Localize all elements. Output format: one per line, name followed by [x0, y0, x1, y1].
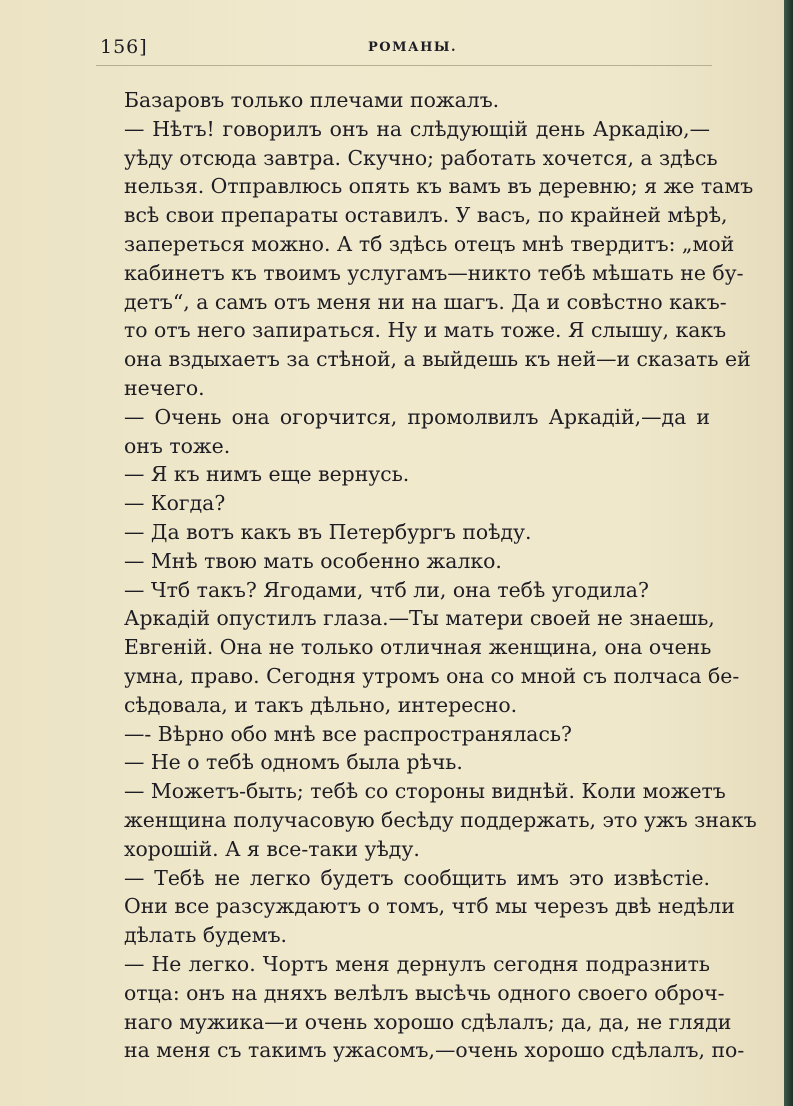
- text-line: Они все разсуждаютъ о томъ, чтб мы черезъ двѣ недѣли: [124, 894, 735, 919]
- text-line: Евгеній. Она не только отличная женщина, она очень: [124, 635, 712, 660]
- text-line: — Очень она огорчится, промолвилъ Аркадій,—да и: [124, 404, 710, 429]
- text-line: — Тебѣ не легко будетъ сообщить имъ это извѣстіе.: [124, 865, 710, 890]
- text-line: отца: онъ на дняхъ велѣлъ высѣчь одного своего оброч-: [124, 980, 725, 1005]
- header-rule: [96, 65, 712, 66]
- running-title: РОМАНЫ.: [368, 40, 458, 55]
- text-line: запереться можно. А тб здѣсь отецъ мнѣ твердитъ: „мой: [124, 231, 735, 256]
- text-line: — Чтб такъ? Ягодами, чтб ли, она тебѣ угодила?: [124, 577, 649, 602]
- text-line: то отъ него запираться. Ну и мать тоже. Я слышу, какъ: [124, 318, 727, 343]
- text-line: всѣ свои препараты оставилъ. У васъ, по крайней мѣрѣ,: [124, 203, 728, 228]
- text-line: — Мнѣ твою мать особенно жалко.: [124, 548, 502, 573]
- body-text: [124, 86, 757, 1065]
- text-line: хорошій. А я все-таки уѣду.: [124, 836, 420, 861]
- text-line: Аркадій опустилъ глаза.—Ты матери своей не знаешь,: [124, 606, 715, 631]
- text-line: Базаровъ только плечами пожалъ.: [124, 88, 500, 112]
- text-line: наго мужика—и очень хорошо сдѣлалъ; да, да, не гляди: [124, 1009, 732, 1034]
- text-line: — Не о тебѣ одномъ была рѣчь.: [124, 750, 463, 775]
- text-line: дѣлать будемъ.: [124, 923, 288, 948]
- page-header: [100, 36, 710, 62]
- text-line: она вздыхаетъ за стѣной, а выйдешь къ ней—и сказать ей: [124, 347, 751, 372]
- text-line: — Да вотъ какъ въ Петербургъ поѣду.: [124, 519, 532, 544]
- text-line: уѣду отсюда завтра. Скучно; работать хочется, а здѣсь: [124, 145, 718, 170]
- text-line: — Нѣтъ! говорилъ онъ на слѣдующій день Аркадію,—: [124, 116, 710, 141]
- text-line: нечего.: [124, 375, 205, 400]
- text-line: сѣдовала, и такъ дѣльно, интересно.: [124, 692, 518, 717]
- text-line: на меня съ такимъ ужасомъ,—очень хорошо сдѣлалъ, по-: [124, 1038, 745, 1063]
- text-line: онъ тоже.: [124, 433, 231, 458]
- text-line: умна, право. Сегодня утромъ она со мной съ полчаса бе-: [124, 663, 740, 688]
- text-line: кабинетъ къ твоимъ услугамъ—никто тебѣ мѣшать не бу-: [124, 260, 744, 285]
- text-line: детъ“, а самъ отъ меня ни на шагъ. Да и совѣстно какъ-: [124, 289, 727, 314]
- text-line: нельзя. Отправлюсь опять къ вамъ въ деревню; я же тамъ: [124, 174, 754, 199]
- page-edge: [784, 0, 793, 1106]
- text-line: — Я къ нимъ еще вернусь.: [124, 462, 410, 487]
- text-line: женщина получасовую бесѣду поддержать, это ужъ знакъ: [124, 807, 757, 832]
- text-line: — Не легко. Чортъ меня дернулъ сегодня подразнить: [124, 951, 710, 976]
- text-line: —- Вѣрно обо мнѣ все распространялась?: [124, 721, 572, 746]
- text-line: — Можетъ-быть; тебѣ со стороны виднѣй. Коли можетъ: [124, 779, 726, 804]
- page-number: 156]: [100, 36, 148, 58]
- text-line: — Когда?: [124, 491, 226, 516]
